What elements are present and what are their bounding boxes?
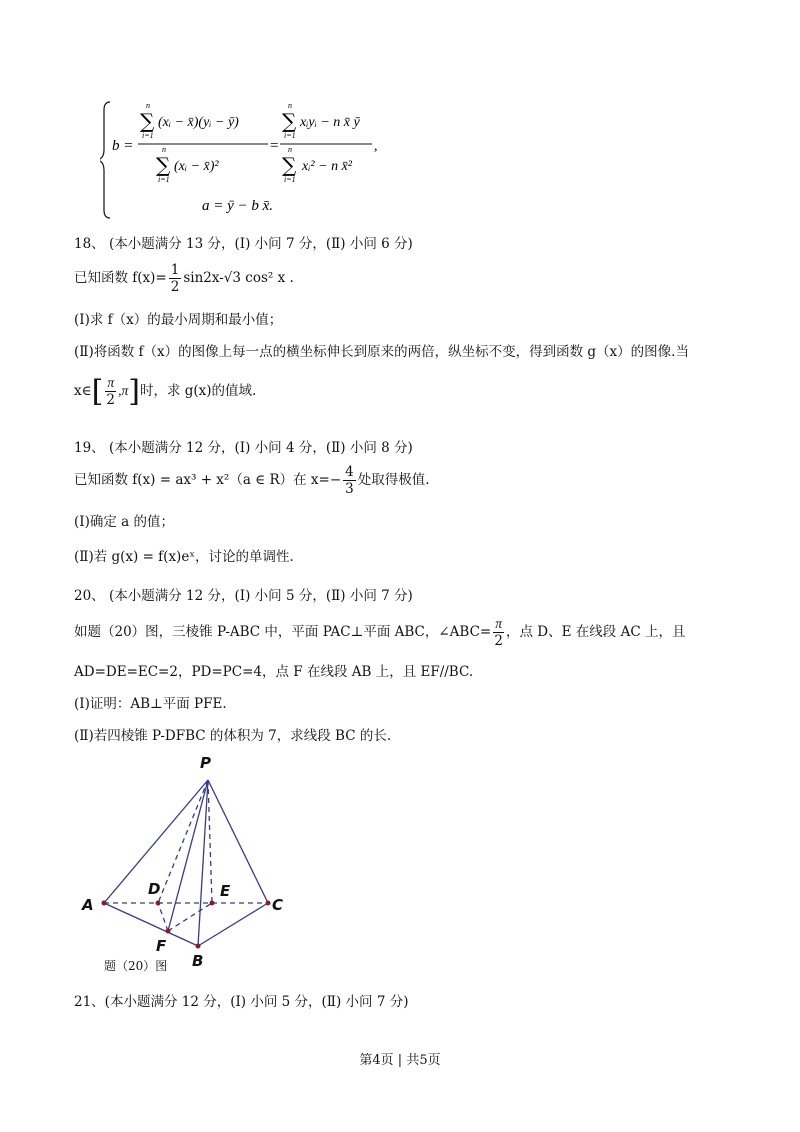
left-bracket: [ [91,374,104,409]
q18-stem-post: sin2x-√3 cos² x . [183,270,294,286]
equals-sign: = [270,138,279,154]
q20-frac-num: π [495,616,503,631]
numerator-1: (xᵢ − x̄)(yᵢ − ȳ) [158,115,239,130]
label-B: B [192,952,204,970]
b-lhs: b = [112,138,134,154]
comma: , [374,139,378,154]
sum-upper-3: n [288,101,292,110]
q18-domain [74,374,256,409]
q20-stem2: AD=DE=EC=2，PD=PC=4，点 F 在线段 AB 上，且 EF//BC. [74,664,474,680]
sum-lower-1: i=1 [142,131,154,140]
q18-stem [74,262,294,295]
q20-fraction [493,616,504,649]
edge-PC [208,780,268,903]
q18-part1: (Ⅰ)求 f（x）的最小周期和最小值； [74,312,283,328]
point-F [166,929,171,934]
label-F: F [156,937,167,955]
q19-frac-num: 4 [345,464,354,480]
left-brace [100,102,110,218]
q19-part1: (Ⅰ)确定 a 的值； [74,514,174,530]
point-C [266,901,271,906]
sum-upper-2: n [162,145,166,154]
q18-part2: (Ⅱ)将函数 f（x）的图像上每一点的横坐标伸长到原来的两倍，纵坐标不变，得到函数 g（x）的图像.当 [74,344,689,360]
figure-caption: 题（20）图 [104,959,168,973]
q18-domain-tail: 时，求 g(x)的值域. [139,383,257,399]
q19-part2: (Ⅱ)若 g(x) = f(x)eˣ，讨论的单调性. [74,549,294,565]
sum-lower-4: i=1 [284,175,296,184]
q18-header: 18、 (本小题满分 13 分，(Ⅰ) 小问 7 分，(Ⅱ) 小问 6 分) [74,236,413,252]
q18-domain-post: ,π [118,383,129,398]
point-D [156,901,161,906]
point-B [196,944,201,949]
right-bracket: ] [128,374,140,409]
q18-frac-num: 1 [170,262,180,278]
q20-header: 20、 (本小题满分 12 分，(Ⅰ) 小问 5 分，(Ⅱ) 小问 7 分) [74,588,413,604]
edge-PB [198,780,208,946]
numerator-2: xᵢyᵢ − n x̄ ȳ [300,115,360,130]
edge-AB [104,903,198,946]
q20-stem-pre: 如题（20）图，三棱锥 P-ABC 中，平面 PAC⊥平面 ABC，∠ABC= [74,624,492,640]
point-A [102,901,107,906]
q19-header: 19、 (本小题满分 12 分，(Ⅰ) 小问 4 分，(Ⅱ) 小问 8 分) [74,440,413,456]
q18-stem-pre: 已知函数 f(x)= [74,270,167,286]
q20-part1: (Ⅰ)证明：AB⊥平面 PFE. [74,696,227,712]
sigma-2: ∑ [156,153,171,177]
sum-upper-4: n [288,145,292,154]
edge-BC [198,903,268,946]
pyramid-figure [68,748,308,978]
sum-lower-2: i=1 [158,175,170,184]
q20-stem [74,616,685,649]
q18-frac-den: 2 [170,279,180,295]
label-D: D [148,880,161,898]
q19-stem-post: 处取得极值. [357,472,430,488]
q18-half-fraction [169,262,182,295]
q20-stem-post: ，点 D、E 在线段 AC 上，且 [506,624,686,640]
q18-domain-frac-num: π [107,375,115,390]
q19-stem [74,464,430,497]
sigma-3: ∑ [282,109,297,133]
q19-stem-pre: 已知函数 f(x) = ax³ + x²（a ∈ R）在 x=− [74,472,342,488]
label-P: P [200,754,211,772]
q18-domain-frac-den: 2 [106,392,115,408]
sum-upper-1: n [146,101,150,110]
page-footer: 第4页 | 共5页 [359,1053,441,1068]
label-A: A [82,896,94,914]
label-C: C [272,896,284,914]
denominator-1: (xᵢ − x̄)² [174,159,219,174]
pyramid-diagram [68,748,308,978]
a-equation: a = ȳ − b x̄. [202,198,274,214]
q19-frac-den: 3 [345,481,354,497]
sigma-4: ∑ [282,153,297,177]
q21-header: 21、(本小题满分 12 分，(Ⅰ) 小问 5 分，(Ⅱ) 小问 7 分) [74,994,409,1010]
q18-domain-fraction [105,375,116,408]
denominator-2: xᵢ² − n x̄² [302,159,352,174]
q19-fraction [343,464,356,497]
q20-frac-den: 2 [494,633,503,649]
edge-PD [158,780,208,903]
regression-formula [100,100,380,220]
point-E [210,901,215,906]
sigma-1: ∑ [140,109,155,133]
regression-formula-svg [100,100,380,220]
label-E: E [220,882,231,900]
sum-lower-3: i=1 [284,131,296,140]
q20-part2: (Ⅱ)若四棱锥 P-DFBC 的体积为 7，求线段 BC 的长. [74,728,392,744]
edge-PE [208,780,212,903]
edge-FD [158,903,168,931]
q18-domain-pre: x∈ [74,383,92,399]
